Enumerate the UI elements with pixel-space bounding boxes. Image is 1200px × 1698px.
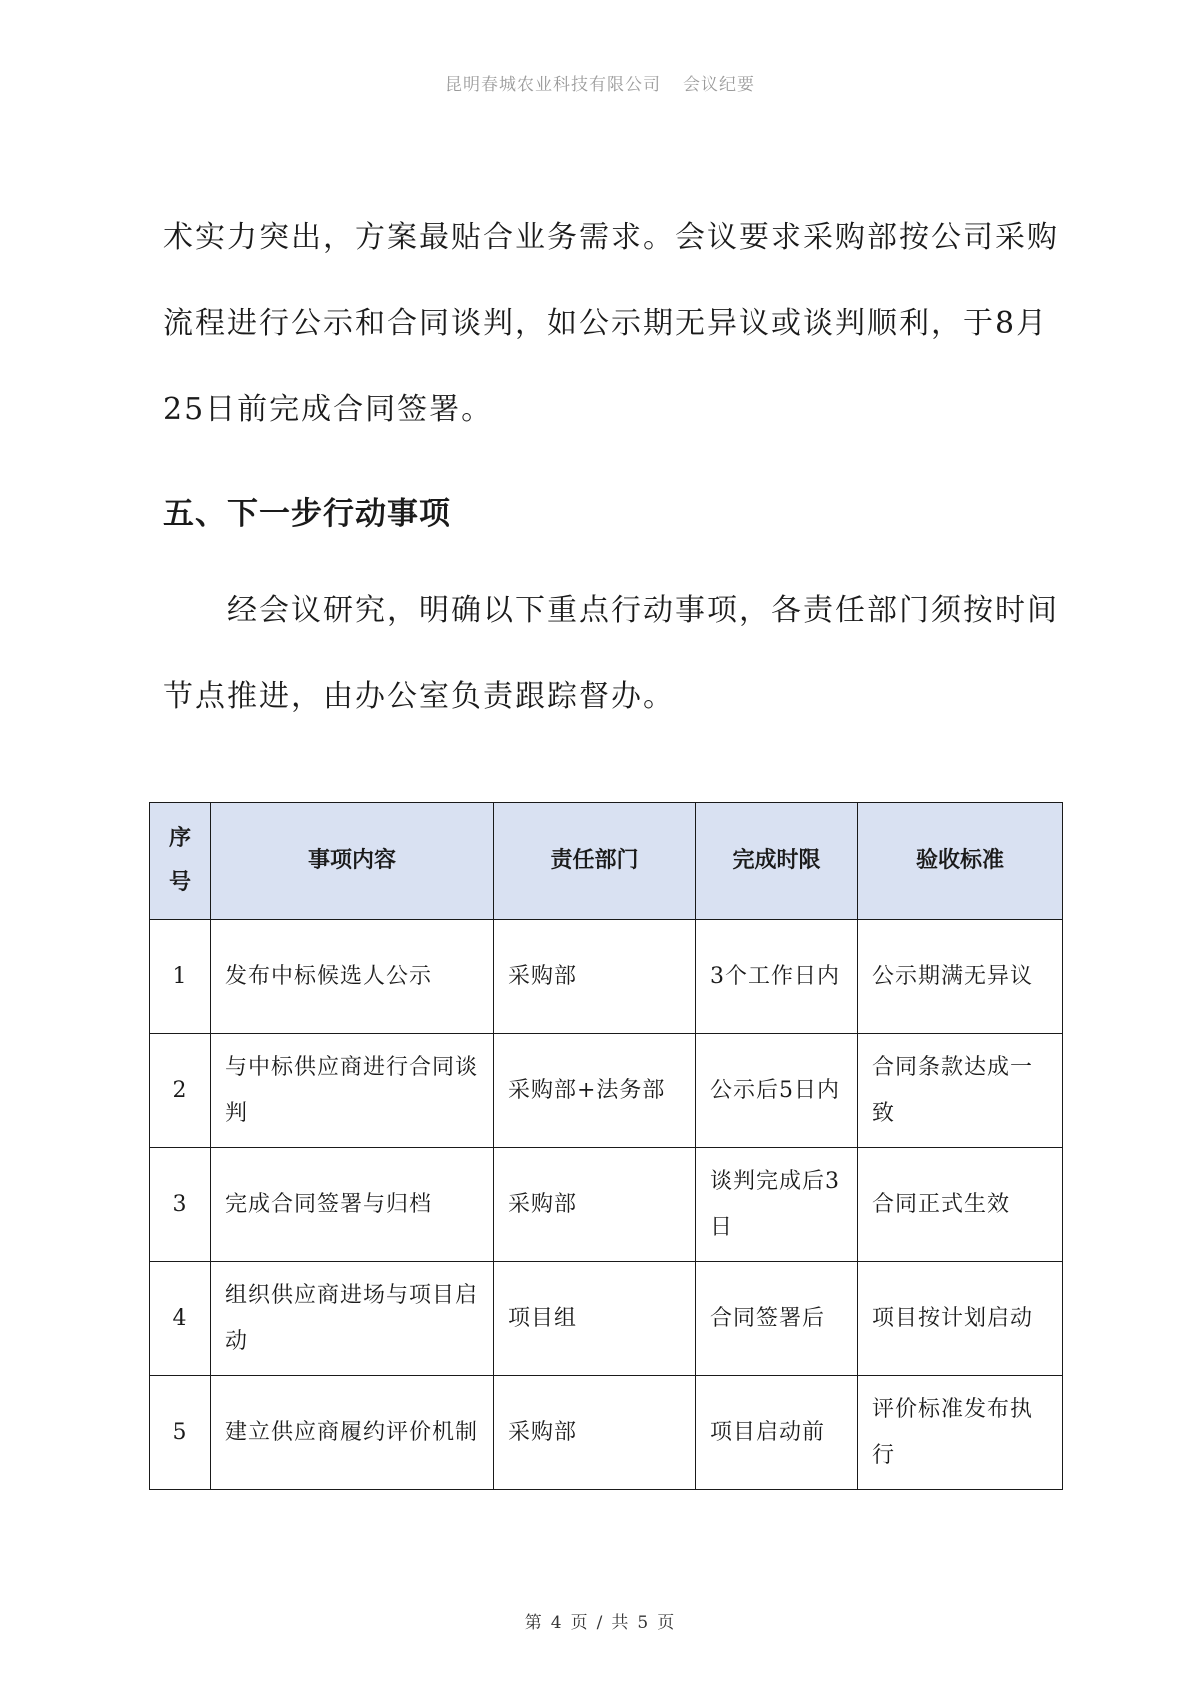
table-row [150,1262,1063,1376]
cell-seq: 2 [150,1034,211,1148]
section-intro: 经会议研究，明确以下重点行动事项，各责任部门须按时间节点推进，由办公室负责跟踪督办。 [163,593,1059,714]
action-items-table [149,802,1063,1490]
cell-dept: 采购部 [494,1376,696,1490]
table-row [150,1034,1063,1148]
cell-item: 发布中标候选人公示 [211,920,494,1034]
cell-seq: 3 [150,1148,211,1262]
footer-total-pages: 5 [637,1613,650,1633]
header-deadline: 完成时限 [696,803,858,920]
header-item: 事项内容 [211,803,494,920]
cell-item: 完成合同签署与归档 [211,1148,494,1262]
footer-total-prefix: 共 [611,1613,630,1633]
cell-dept: 采购部+法务部 [494,1034,696,1148]
cell-criteria: 项目按计划启动 [858,1262,1063,1376]
cell-criteria: 评价标准发布执行 [858,1376,1063,1490]
cell-item: 与中标供应商进行合同谈判 [211,1034,494,1148]
cell-criteria: 合同条款达成一致 [858,1034,1063,1148]
cell-dept: 项目组 [494,1262,696,1376]
cell-deadline: 谈判完成后3日 [696,1148,858,1262]
cell-deadline: 3个工作日内 [696,920,858,1034]
cell-seq: 4 [150,1262,211,1376]
table-row [150,1376,1063,1490]
cell-deadline: 公示后5日内 [696,1034,858,1148]
header-dept: 责任部门 [494,803,696,920]
cell-item: 组织供应商进场与项目启动 [211,1262,494,1376]
footer-total-unit: 页 [657,1613,676,1633]
footer-slash: / [596,1613,604,1633]
header-doc-type: 会议纪要 [683,75,755,95]
page-header [0,70,1200,95]
cell-deadline: 项目启动前 [696,1376,858,1490]
footer-page-number: 4 [550,1613,563,1633]
cell-criteria: 合同正式生效 [858,1148,1063,1262]
table-row [150,920,1063,1034]
table-row [150,1148,1063,1262]
page-footer [0,1608,1200,1633]
continued-paragraph: 术实力突出，方案最贴合业务需求。会议要求采购部按公司采购流程进行公示和合同谈判，如公示期无异议或谈判顺利，于8月25日前完成合同签署。 [163,220,1059,427]
cell-dept: 采购部 [494,1148,696,1262]
table-header-row [150,803,1063,920]
cell-deadline: 合同签署后 [696,1262,858,1376]
header-company: 昆明春城农业科技有限公司 [445,75,661,95]
section-title: 五、下一步行动事项 [163,496,451,532]
header-seq: 序号 [150,803,211,920]
header-criteria: 验收标准 [858,803,1063,920]
cell-seq: 1 [150,920,211,1034]
cell-criteria: 公示期满无异议 [858,920,1063,1034]
cell-dept: 采购部 [494,920,696,1034]
footer-prefix: 第 [524,1613,543,1633]
cell-item: 建立供应商履约评价机制 [211,1376,494,1490]
footer-page-unit: 页 [570,1613,589,1633]
cell-seq: 5 [150,1376,211,1490]
